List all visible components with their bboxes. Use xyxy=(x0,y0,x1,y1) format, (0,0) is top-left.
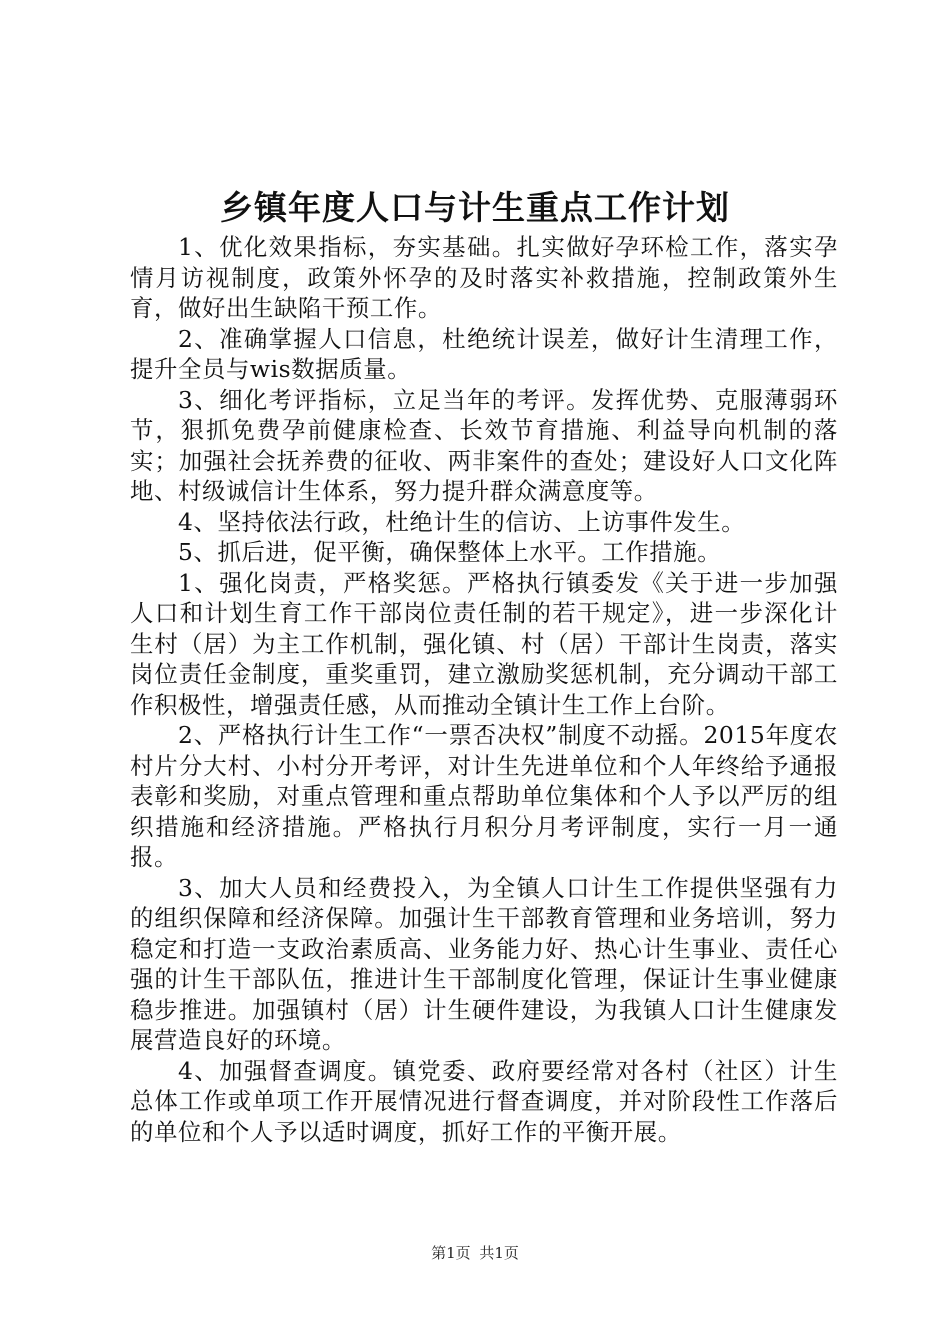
paragraph-goal-3: 3、细化考评指标，立足当年的考评。发挥优势、克服薄弱环节，狠抓免费孕前健康检查、长效节育措施、利益导向机制的落实；加强社会抚养费的征收、两非案件的查处；建设好人口文化阵地、村级诚信计生体系，努力提升群众满意度等。 xyxy=(130,385,838,505)
paragraph-measure-4: 4、加强督查调度。镇党委、政府要经常对各村（社区）计生总体工作或单项工作开展情况进行督查调度，并对阶段性工作落后的单位和个人予以适时调度，抓好工作的平衡开展。 xyxy=(130,1056,838,1146)
paragraph-goal-2: 2、准确掌握人口信息，杜绝统计误差，做好计生清理工作，提升全员与wis数据质量。 xyxy=(130,324,838,383)
document-body xyxy=(130,232,838,1147)
page-footer xyxy=(0,1243,950,1263)
document-title: 乡镇年度人口与计生重点工作计划 xyxy=(220,188,730,227)
paragraph-measure-3: 3、加大人员和经费投入，为全镇人口计生工作提供坚强有力的组织保障和经济保障。加强计生干部教育管理和业务培训，努力稳定和打造一支政治素质高、业务能力好、热心计生事业、责任心强的计生干部队伍，推进计生干部制度化管理，保证计生事业健康稳步推进。加强镇村（居）计生硬件建设，为我镇人口计生健康发展营造良好的环境。 xyxy=(130,873,838,1054)
page-number: 第1页 xyxy=(431,1244,471,1262)
paragraph-measure-1: 1、强化岗责，严格奖惩。严格执行镇委发《关于进一步加强人口和计划生育工作干部岗位责任制的若干规定》，进一步深化计生村（居）为主工作机制，强化镇、村（居）干部计生岗责，落实岗位责任金制度，重奖重罚，建立激励奖惩机制，充分调动干部工作积极性，增强责任感，从而推动全镇计生工作上台阶。 xyxy=(130,568,838,719)
page-total: 共1页 xyxy=(479,1244,519,1262)
paragraph-measure-2: 2、严格执行计生工作“一票否决权”制度不动摇。2015年度农村片分大村、小村分开考评，对计生先进单位和个人年终给予通报表彰和奖励，对重点管理和重点帮助单位集体和个人予以严厉的组织措施和经济措施。严格执行月积分月考评制度，实行一月一通报。 xyxy=(130,721,838,871)
paragraph-goal-1: 1、优化效果指标，夯实基础。扎实做好孕环检工作，落实孕情月访视制度，政策外怀孕的及时落实补救措施，控制政策外生育，做好出生缺陷干预工作。 xyxy=(130,233,838,322)
paragraph-goal-4: 4、坚持依法行政，杜绝计生的信访、上访事件发生。 xyxy=(178,507,746,536)
paragraph-goal-5: 5、抓后进，促平衡，确保整体上水平。工作措施。 xyxy=(178,538,722,566)
